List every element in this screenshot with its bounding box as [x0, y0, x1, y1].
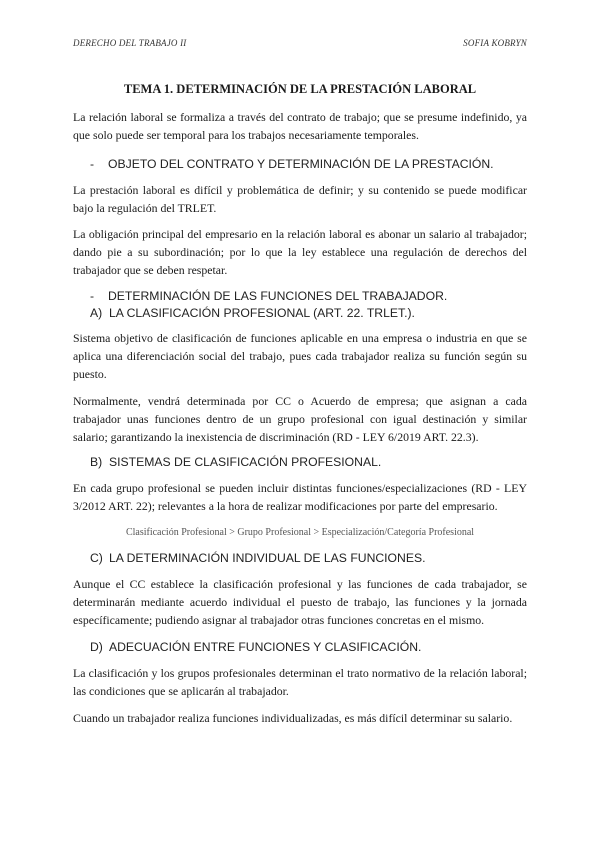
section-heading-text: OBJETO DEL CONTRATO Y DETERMINACIÓN DE LA PRESTACIÓN.	[108, 157, 494, 171]
section-heading-text: DETERMINACIÓN DE LAS FUNCIONES DEL TRABAJADOR.	[108, 289, 448, 303]
header-author: SOFIA KOBRYN	[463, 38, 527, 48]
subheading-d	[90, 640, 421, 655]
subheading-text: SISTEMAS DE CLASIFICACIÓN PROFESIONAL.	[109, 455, 382, 469]
section-heading-funciones	[90, 289, 447, 304]
paragraph-clasificacion-grupos: La clasificación y los grupos profesionales determinan el trato normativo de la relación laboral; las condiciones que se aplicarán al trabajador.	[73, 666, 527, 698]
header-course: DERECHO DEL TRABAJO II	[73, 38, 187, 48]
paragraph-grupo-profesional: En cada grupo profesional se pueden incluir distintas funciones/especializaciones (RD - LEY 3/2012 ART. 22); relevantes a la hora de realizar modificaciones por parte del empresario.	[73, 481, 527, 513]
paragraph-determinacion-individual: Aunque el CC establece la clasificación profesional y las funciones de cada trabajador, se determinarán mediante acuerdo individual el puesto de trabajo, las funciones y la jornada específicamente; pudiendo asignar al trabajador otras funciones concretas en el mismo.	[73, 577, 527, 627]
paragraph-intro: La relación laboral se formaliza a través del contrato de trabajo; que se presume indefinido, ya que solo puede ser temporal para los trabajos necesariamente temporales.	[73, 110, 527, 142]
subheading-marker: C)	[90, 551, 103, 565]
subheading-text: ADECUACIÓN ENTRE FUNCIONES Y CLASIFICACIÓN.	[109, 640, 422, 654]
subheading-c	[90, 551, 425, 566]
subheading-b	[90, 455, 381, 470]
paragraph-prestacion: La prestación laboral es difícil y problemática de definir; y su contenido se puede modificar bajo la regulación del TRLET.	[73, 183, 527, 215]
subheading-marker: D)	[90, 640, 103, 654]
bullet-dash: -	[90, 289, 95, 303]
paragraph-salario: Cuando un trabajador realiza funciones individualizadas, es más difícil determinar su salario.	[73, 711, 513, 725]
bullet-dash: -	[90, 157, 95, 171]
document-title: TEMA 1. DETERMINACIÓN DE LA PRESTACIÓN LABORAL	[123, 82, 477, 96]
paragraph-obligacion: La obligación principal del empresario en la relación laboral es abonar un salario al trabajador; dando pie a su subordinación; por lo que la ley establece una regulación de derechos del trabajador que se deben respetar.	[73, 227, 527, 277]
subheading-text: LA CLASIFICACIÓN PROFESIONAL (ART. 22. TRLET.).	[109, 306, 415, 320]
subheading-a	[90, 306, 415, 321]
subheading-marker: B)	[90, 455, 103, 469]
paragraph-normalmente: Normalmente, vendrá determinada por CC o Acuerdo de empresa; que asignan a cada trabajador unas funciones dentro de un grupo profesional con igual destinación y similar salario; garantizando la inexistencia de discriminación (RD - LEY 6/2019 ART. 22.3).	[73, 394, 527, 444]
classification-caption: Clasificación Profesional > Grupo Profesional > Especialización/Categoría Profesional	[125, 527, 475, 538]
paragraph-sistema-objetivo: Sistema objetivo de clasificación de funciones aplicable en una empresa o industria en que se aplica una diferenciación social del trabajo, pues cada trabajador realiza su función según su puesto.	[73, 331, 527, 381]
section-heading-objeto	[90, 157, 494, 172]
subheading-text: LA DETERMINACIÓN INDIVIDUAL DE LAS FUNCIONES.	[109, 551, 426, 565]
subheading-marker: A)	[90, 306, 103, 320]
